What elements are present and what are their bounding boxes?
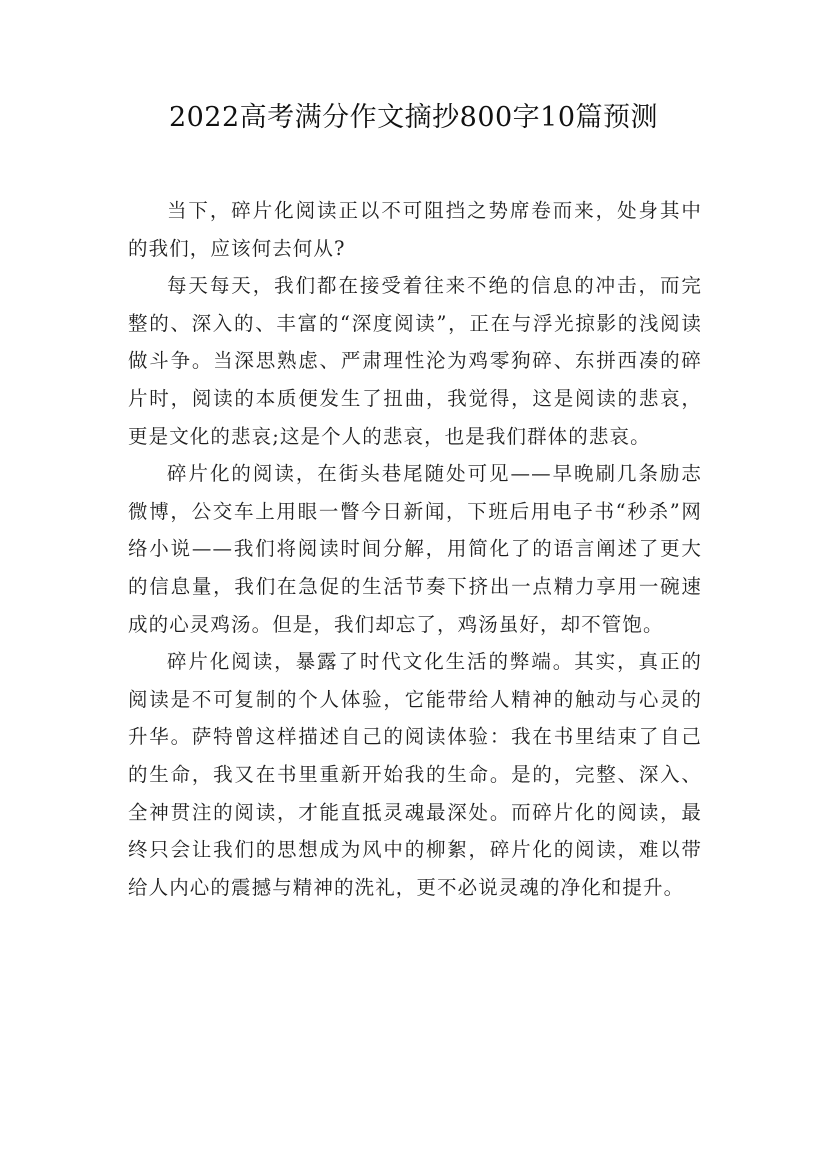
paragraph-4: 碎片化阅读，暴露了时代文化生活的弊端。其实，真正的阅读是不可复制的个人体验，它能带给人精神的触动与心灵的升华。萨特曾这样描述自己的阅读体验：我在书里结束了自己的生命，我又在书里重新开始我的生命。是的，完整、深入、全神贯注的阅读，才能直抵灵魂最深处。而碎片化的阅读，最终只会让我们的思想成为风中的柳絮，碎片化的阅读，难以带给人内心的震撼与精神的洗礼，更不必说灵魂的净化和提升。	[128, 650, 702, 899]
paragraph-3: 碎片化的阅读，在街头巷尾随处可见——早晚刷几条励志微博，公交车上用眼一瞥今日新闻，下班后用电子书“秒杀”网络小说——我们将阅读时间分解，用简化了的语言阐述了更大的信息量，我们在急促的生活节奏下挤出一点精力享用一碗速成的心灵鸡汤。但是，我们却忘了，鸡汤虽好，却不管饱。	[128, 462, 702, 636]
document-body	[128, 192, 702, 906]
paragraph-2: 每天每天，我们都在接受着往来不绝的信息的冲击，而完整的、深入的、丰富的“深度阅读”，正在与浮光掠影的浅阅读做斗争。当深思熟虑、严肃理性沦为鸡零狗碎、东拼西凑的碎片时，阅读的本质便发生了扭曲，我觉得，这是阅读的悲哀，更是文化的悲哀;这是个人的悲哀，也是我们群体的悲哀。	[128, 274, 702, 448]
paragraph-1: 当下，碎片化阅读正以不可阻挡之势席卷而来，处身其中的我们，应该何去何从?	[128, 199, 702, 260]
document-title: 2022高考满分作文摘抄800字10篇预测	[168, 102, 659, 133]
